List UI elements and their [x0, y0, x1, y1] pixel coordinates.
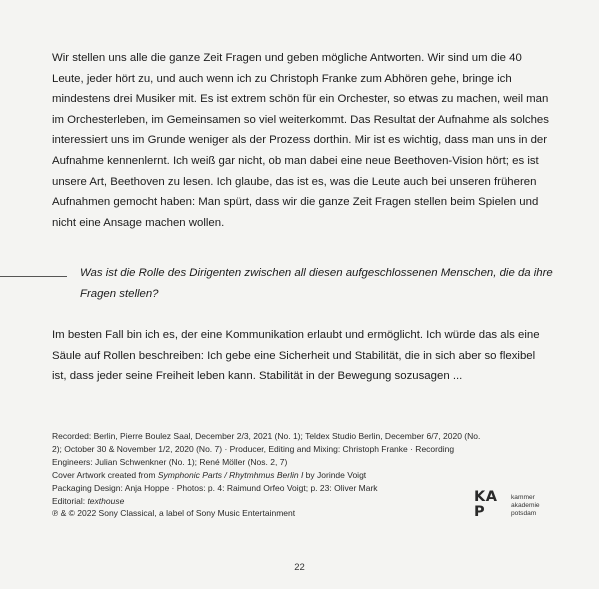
credits-editorial-label: Editorial: — [52, 495, 88, 506]
credits-copyright: ℗ & © 2022 Sony Classical, a label of Sony Music Entertainment — [52, 508, 296, 519]
kap-logo — [474, 490, 559, 530]
credits-recorded: Recorded: Berlin, Pierre Boulez Saal, December 2/3, 2021 (No. 1); Teldex Studio Berlin, December 6/7, 2020 (No. 2); October 30 & November 1/2, 2020 (No. 7) · Producer, Editing and Mixing: Christoph Franke · Recording Engineers: Julian Schwenkner (No. 1); René Möller (Nos. 2, 7) — [52, 431, 481, 467]
logo-name-line-2: akademie — [511, 502, 540, 509]
credits-artwork-suffix: by Jorinde Voigt — [303, 469, 367, 480]
page-number: 22 — [294, 562, 305, 573]
credits-block — [52, 430, 482, 520]
credits-packaging: Packaging Design: Anja Hoppe · Photos: p. 4: Raimund Orfeo Voigt; p. 23: Oliver Mark — [52, 482, 378, 493]
logo-name — [511, 494, 540, 518]
credits-artwork-title: Symphonic Parts / Rhytmhmus Berlin I — [157, 469, 304, 480]
logo-name-line-1: kammer — [511, 494, 535, 501]
body-paragraph-1: Wir stellen uns alle die ganze Zeit Fragen und geben mögliche Antworten. Wir sind um die 40 Leute, jeder hört zu, und auch wenn ich zu Christoph Franke zum Abhören gehe, bringe ich mindestens drei Musiker mit. Es ist extrem schön für ein Orchester, so etwas zu machen, weil man im Orchesterleben, im Gemeinsamen so viel weiterkommt. Das Resultat der Aufnahme als solches interessiert uns im Grunde weniger als der Prozess dorthin. Mir ist es wichtig, dass man uns in der Aufnahme kennenlernt. Ich weiß gar nicht, ob man dabei eine neue Beethoven-Vision hört; es ist unsere Art, Beethoven zu lesen. Ich glaube, das ist es, was die Leute auch bei unseren früheren Aufnahmen gemocht haben: Man spürt, dass wir die ganze Zeit Fragen stellen beim Spielen und nicht eine Ansage machen wollen. — [52, 52, 549, 229]
logo-name-line-3: potsdam — [511, 510, 537, 517]
logo-letters-bottom: P — [474, 504, 486, 520]
body-paragraph-2: Im besten Fall bin ich es, der eine Kommunikation erlaubt und ermöglicht. Ich würde das als eine Säule auf Rollen beschreiben: Ich gebe eine Sicherheit und Stabilität, die in sich aber so flexibel ist, dass jeder seine Freiheit leben kann. Stabilität in der Bewegung sozusagen ... — [52, 329, 540, 383]
question-rule — [0, 276, 67, 277]
logo-letters-top: KA — [474, 489, 498, 505]
logo-letters — [474, 490, 508, 530]
credits-editorial-value: texthouse — [87, 495, 125, 506]
credits-artwork-prefix: Cover Artwork created from — [52, 469, 158, 480]
interview-question: Was ist die Rolle des Dirigenten zwischen all diesen aufgeschlossenen Menschen, die da ihre Fragen stellen? — [80, 267, 553, 300]
